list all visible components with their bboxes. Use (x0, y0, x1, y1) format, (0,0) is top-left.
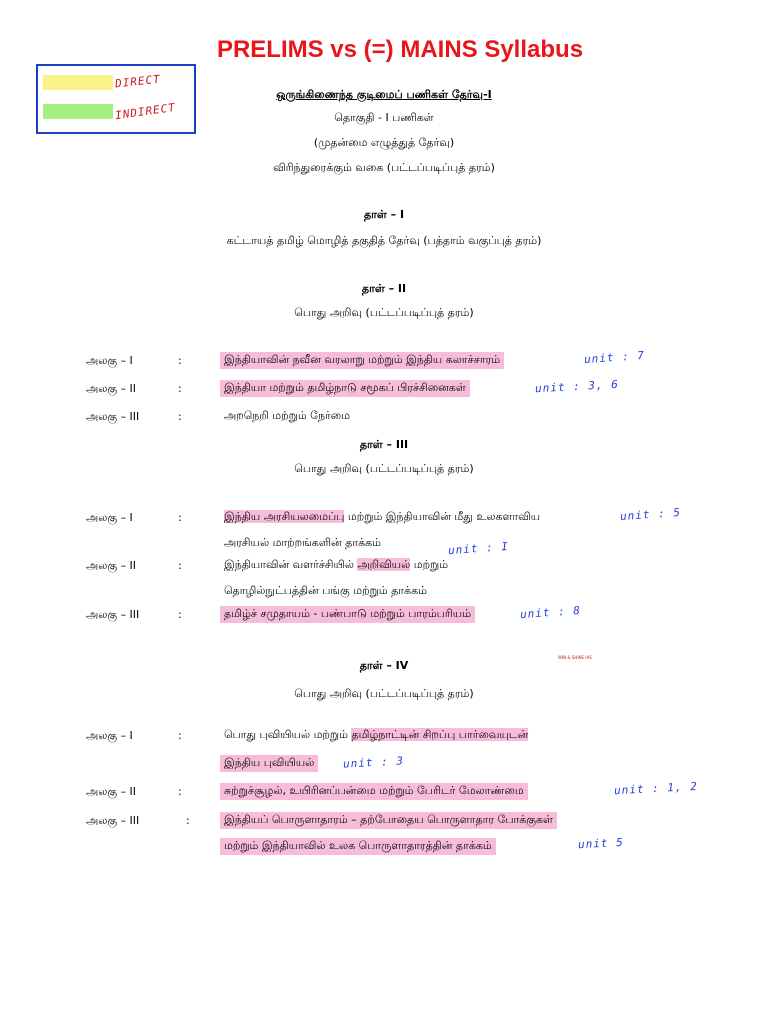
watermark: WIN & SHINE IAS (558, 655, 592, 660)
paper-4-unit-2-label: அலகு – II (86, 785, 137, 798)
paper-3-unit-1-label: அலகு – I (86, 511, 133, 524)
paper-3-unit-1-note: unit : 5 (619, 505, 682, 524)
paper-4-title: தாள் – IV (359, 659, 409, 672)
paper-3-unit-2-rest: மற்றும் (410, 558, 449, 571)
paper-3-unit-1-highlight: இந்திய அரசியலமைப்பு (224, 510, 345, 523)
colon: : (178, 511, 182, 524)
colon: : (178, 382, 182, 395)
paper-3-unit-3-note: unit : 8 (519, 603, 582, 622)
paper-3-unit-3-text: தமிழ்ச் சமுதாயம் - பண்பாடு மற்றும் பாரம்பரியம் (220, 606, 475, 623)
paper-4-unit-1-highlight: தமிழ்நாட்டின் சிறப்பு பார்வையுடன் (351, 728, 529, 741)
paper-2-unit-3-label: அலகு – III (86, 410, 140, 423)
paper-3-unit-1-note2: unit : I (447, 539, 510, 558)
paper-2-unit-3-text: அறநெறி மற்றும் நேர்மை (224, 409, 351, 422)
legend-direct-label: DIRECT (114, 72, 162, 91)
colon: : (178, 354, 182, 367)
paper-4-unit-3-text: இந்தியப் பொருளாதாரம் – தற்போதைய பொருளாதார போக்குகள் (220, 812, 557, 829)
paper-4-unit-3-note: unit 5 (577, 835, 625, 852)
exam-name: ஒருங்கிணைந்த குடிமைப் பணிகள் தேர்வு-I (276, 88, 492, 101)
paper-3-unit-2-text (220, 557, 452, 574)
page-title: PRELIMS vs (=) MAINS Syllabus (216, 36, 584, 63)
paper-3-unit-2-highlight: அறிவியல் (357, 558, 411, 571)
paper-2-unit-1-text: இந்தியாவின் நவீன வரலாறு மற்றும் இந்திய கலாச்சாரம் (220, 352, 504, 369)
paper-2-unit-2-note: unit : 3, 6 (534, 377, 620, 396)
colon: : (178, 559, 182, 572)
paper-4-unit-2-note: unit : 1, 2 (613, 779, 699, 798)
paper-3-unit-2-label: அலகு – II (86, 559, 137, 572)
paper-3-desc: பொது அறிவு (பட்டப்படிப்புத் தரம்) (294, 462, 474, 475)
colon: : (186, 814, 190, 827)
paper-4-unit-1-line2: இந்திய புவியியல் (220, 755, 318, 772)
group-name: தொகுதி - I பணிகள் (334, 111, 434, 124)
paper-2-unit-2-text: இந்தியா மற்றும் தமிழ்நாடு சமூகப் பிரச்சினைகள் (220, 380, 470, 397)
paper-3-unit-1-text (220, 509, 544, 526)
paper-1-desc: கட்டாயத் தமிழ் மொழித் தகுதித் தேர்வு (பத்தாம் வகுப்புத் தரம்) (226, 234, 542, 247)
paper-4-unit-3-label: அலகு – III (86, 814, 140, 827)
exam-format: விரிந்துரைக்கும் வகை (பட்டப்படிப்புத் தரம்) (273, 161, 495, 174)
legend-indirect-label: INDIRECT (114, 100, 177, 123)
paper-4-unit-1-label: அலகு – I (86, 729, 133, 742)
paper-2-title: தாள் – II (361, 282, 407, 295)
paper-2-unit-1-label: அலகு – I (86, 354, 133, 367)
paper-4-desc: பொது அறிவு (பட்டப்படிப்புத் தரம்) (294, 687, 474, 700)
paper-3-unit-2-line2: தொழில்நுட்பத்தின் பங்கு மற்றும் தாக்கம் (224, 584, 427, 597)
colon: : (178, 410, 182, 423)
paper-4-unit-1-text (220, 727, 532, 744)
paper-3-unit-1-line2: அரசியல் மாற்றங்களின் தாக்கம் (224, 536, 381, 549)
paper-4-unit-1-note: unit : 3 (342, 754, 405, 771)
paper-2-unit-1-note: unit : 7 (583, 348, 646, 367)
colon: : (178, 785, 182, 798)
paper-2-desc: பொது அறிவு (பட்டப்படிப்புத் தரம்) (294, 306, 474, 319)
paper-1-title: தாள் – I (363, 208, 405, 221)
paper-3-unit-2-pre: இந்தியாவின் வளர்ச்சியில் (224, 558, 358, 571)
paper-4-unit-3-line2: மற்றும் இந்தியாவில் உலக பொருளாதாரத்தின் தாக்கம் (220, 838, 496, 855)
paper-3-unit-3-label: அலகு – III (86, 608, 140, 621)
paper-4-unit-2-text: சுற்றுச்சூழல், உயிரினப்பன்மை மற்றும் பேரிடர் மேலாண்மை (220, 783, 528, 800)
colon: : (178, 608, 182, 621)
paper-4-unit-1-pre: பொது புவியியல் மற்றும் (224, 728, 352, 741)
paper-3-title: தாள் – III (359, 438, 409, 451)
paper-2-unit-2-label: அலகு – II (86, 382, 137, 395)
exam-type: (முதன்மை எழுத்துத் தேர்வு) (313, 136, 455, 149)
colon: : (178, 729, 182, 742)
paper-3-unit-1-rest: மற்றும் இந்தியாவின் மீது உலகளாவிய (344, 510, 541, 523)
